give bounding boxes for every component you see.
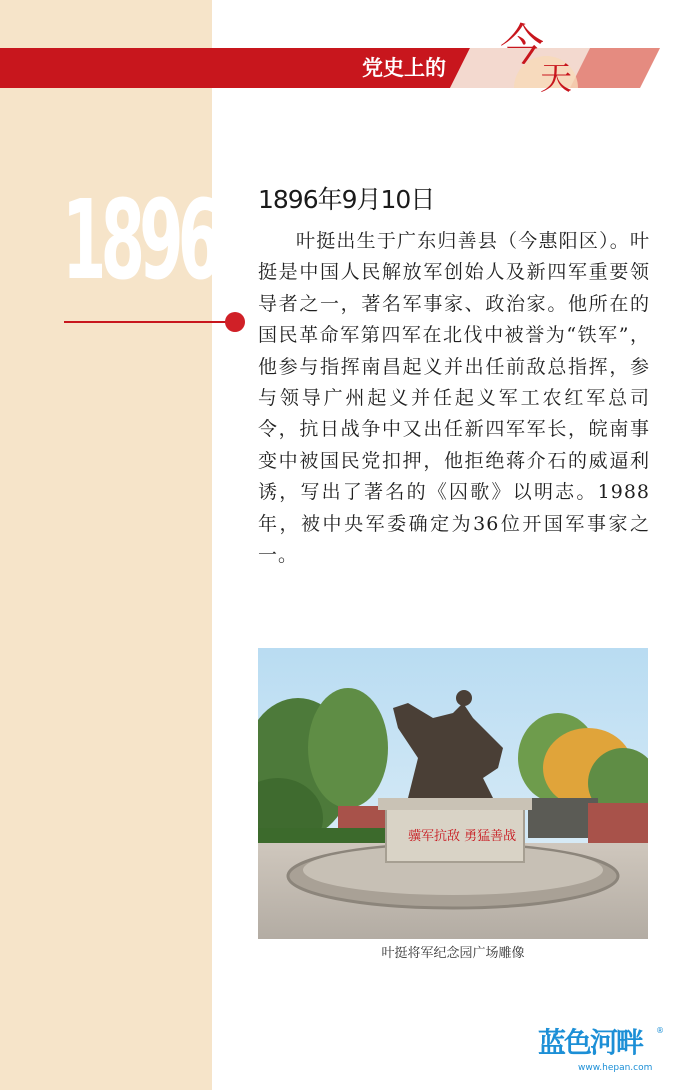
photo-caption: 叶挺将军纪念园广场雕像 [381, 946, 525, 961]
header-banner [0, 48, 682, 88]
banner-title: 党史上的 [362, 56, 446, 80]
site-logo [538, 1024, 668, 1080]
year-number: 1896 [62, 176, 217, 304]
left-decor-panel [0, 0, 217, 1090]
statue-photo [258, 648, 648, 939]
today-title-char: 天 [540, 59, 573, 97]
logo-wordmark: 蓝色河畔 [538, 1026, 643, 1059]
article-body: 叶挺出生于广东归善县（今惠阳区）。叶挺是中国人民解放军创始人及新四军重要领导者之一，著名军事家、政治家。他所在的国民革命军第四军在北伐中被誉为“铁军”，他参与指挥南昌起义并出任前敌总指挥，参与领导广州起义并任起义军工农红军总司令，抗日战争中又出任新四军军长，皖南事变中被国民党扣押，他拒绝蒋介石的威逼利诱，写出了著名的《囚歌》以明志。1988年，被中央军委确定为36位开国军事家之一。 [258, 230, 650, 567]
year-divider-line [64, 321, 234, 323]
article-date: 1896年9月10日 [258, 185, 435, 214]
today-title-char: 今 [500, 20, 544, 71]
registered-mark: ® [656, 1026, 664, 1035]
pedestal-inscription: 骥军抗敌 勇猛善战 [408, 829, 517, 844]
year-marker-dot [225, 312, 245, 332]
logo-url: www.hepan.com [578, 1063, 653, 1073]
